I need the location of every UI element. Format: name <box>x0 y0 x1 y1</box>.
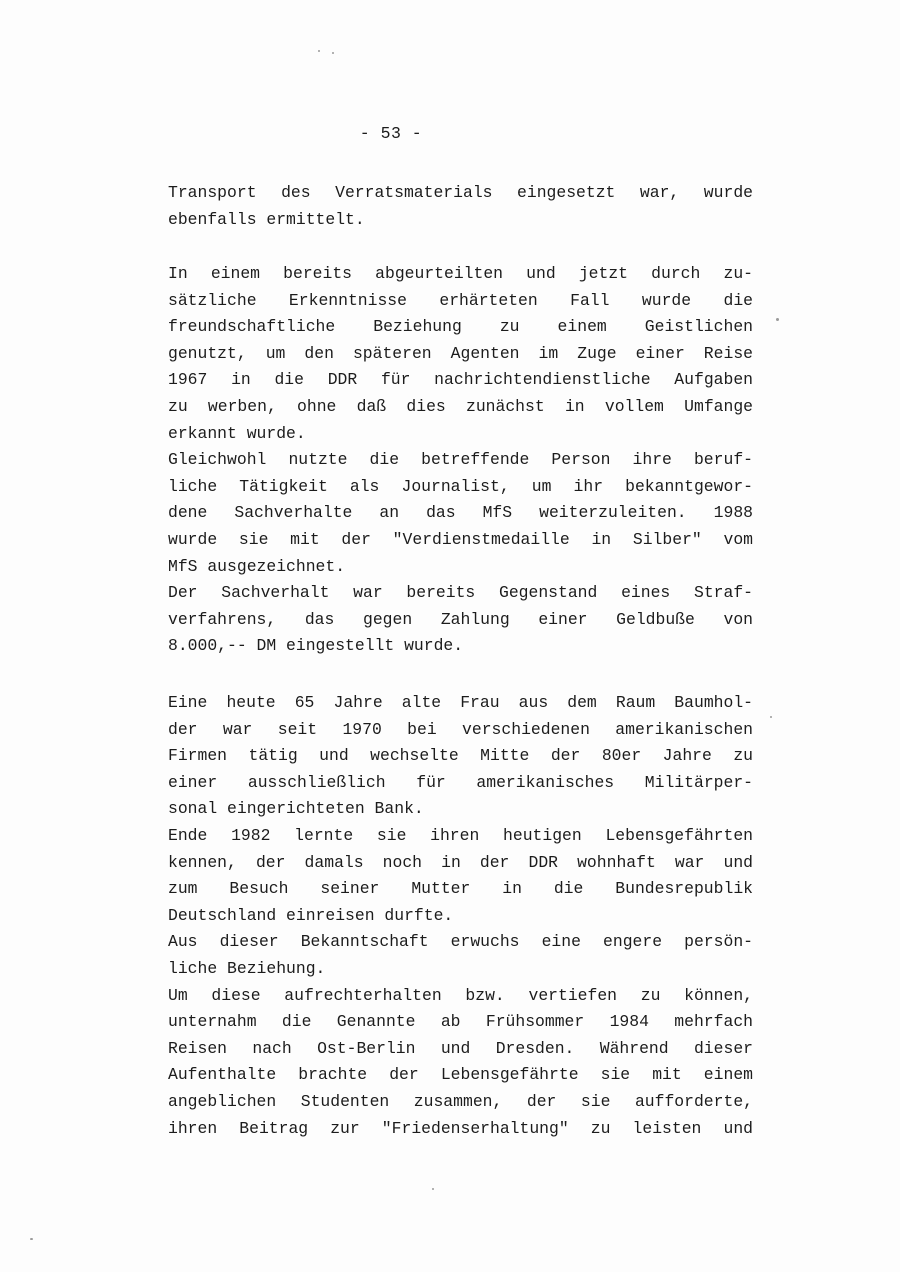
page-number: - 53 - <box>359 124 423 143</box>
text-line: In einem bereits abgeurteilten und jetzt durch zu- <box>168 264 753 283</box>
text-line: Eine heute 65 Jahre alte Frau aus dem Raum Baumhol- <box>168 693 753 712</box>
scan-speck <box>30 1238 33 1240</box>
text-line: wurde sie mit der "Verdienstmedaille in Silber" vom <box>168 529 753 549</box>
text-line: angeblichen Studenten zusammen, der sie aufforderte, <box>168 1091 753 1111</box>
text-line: einer ausschließlich für amerikanisches Militärper- <box>168 772 753 792</box>
text-line: genutzt, um den späteren Agenten im Zuge einer Reise <box>168 343 753 363</box>
text-line: 8.000,-- DM eingestellt wurde. <box>168 636 464 656</box>
text-line: der war seit 1970 bei verschiedenen amerikanischen <box>168 719 753 739</box>
text-line: ihren Beitrag zur "Friedenserhaltung" zu leisten und <box>168 1118 753 1138</box>
text-line: sonal eingerichteten Bank. <box>168 799 424 819</box>
text-line: zum Besuch seiner Mutter in die Bundesrepublik <box>168 879 753 899</box>
text-line: Aus dieser Bekanntschaft erwuchs eine engere persön- <box>168 932 753 952</box>
text-line: Transport des Verratsmaterials eingesetzt war, wurde <box>168 183 753 202</box>
text-line: verfahrens, das gegen Zahlung einer Geldbuße von <box>168 609 753 629</box>
text-line: zu werben, ohne daß dies zunächst in vollem Umfange <box>168 396 753 416</box>
scan-speck <box>432 1188 434 1190</box>
text-line: Aufenthalte brachte der Lebensgefährte sie mit einem <box>168 1065 753 1085</box>
text-line: sätzliche Erkenntnisse erhärteten Fall wurde die <box>168 290 753 310</box>
text-line: MfS ausgezeichnet. <box>168 556 346 576</box>
text-line: Firmen tätig und wechselte Mitte der 80er Jahre zu <box>168 746 753 766</box>
paragraph-1 <box>168 180 753 233</box>
text-line: freundschaftliche Beziehung zu einem Geistlichen <box>168 317 753 337</box>
text-line: dene Sachverhalte an das MfS weiterzuleiten. 1988 <box>168 503 753 523</box>
scan-speck <box>770 716 772 718</box>
scan-speck <box>318 50 320 52</box>
scan-speck <box>776 318 779 321</box>
text-line: Gleichwohl nutzte die betreffende Person ihre beruf- <box>168 450 753 470</box>
paragraph-2 <box>168 261 753 660</box>
text-line: liche Tätigkeit als Journalist, um ihr bekanntgewor- <box>168 476 753 496</box>
text-line: Reisen nach Ost-Berlin und Dresden. Während dieser <box>168 1038 753 1058</box>
text-line: liche Beziehung. <box>168 958 326 978</box>
text-line: Der Sachverhalt war bereits Gegenstand eines Straf- <box>168 583 753 603</box>
paragraph-3 <box>168 690 753 1142</box>
text-line: kennen, der damals noch in der DDR wohnhaft war und <box>168 852 753 872</box>
scan-speck <box>332 52 334 54</box>
text-line: ebenfalls ermittelt. <box>168 209 365 229</box>
text-line: unternahm die Genannte ab Frühsommer 1984 mehrfach <box>168 1012 753 1032</box>
text-line: erkannt wurde. <box>168 423 306 443</box>
text-line: Deutschland einreisen durfte. <box>168 905 454 925</box>
text-line: Um diese aufrechterhalten bzw. vertiefen zu können, <box>168 985 753 1005</box>
text-line: 1967 in die DDR für nachrichtendienstliche Aufgaben <box>168 370 753 390</box>
text-line: Ende 1982 lernte sie ihren heutigen Lebensgefährten <box>168 825 753 845</box>
